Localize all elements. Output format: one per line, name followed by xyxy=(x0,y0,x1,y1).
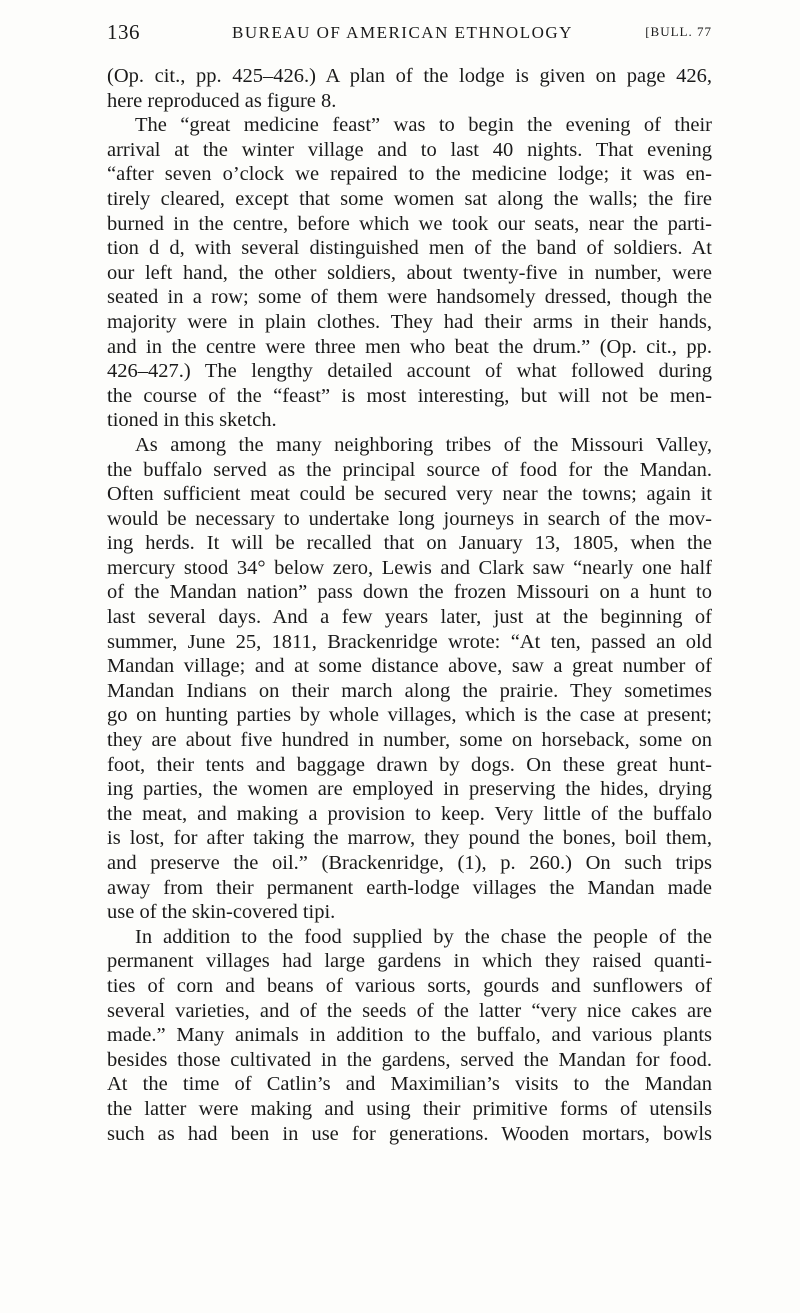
text-line: ing parties, the women are employed in preserving the hides, drying xyxy=(107,778,712,801)
text-line: and preserve the oil.” (Brackenridge, (1), p. 260.) On such trips xyxy=(107,852,712,874)
text-line: “after seven o’clock we repaired to the medicine lodge; it was en- xyxy=(107,163,712,186)
text-line: 426–427.) The lengthy detailed account of what followed during xyxy=(107,360,712,383)
text-line: the latter were making and using their primitive forms of utensils xyxy=(107,1097,712,1120)
text-line: (Op. cit., pp. 425–426.) A plan of the lodge is given on page 426, xyxy=(107,65,712,87)
text-line: they are about five hundred in number, some on horseback, some on xyxy=(107,729,712,752)
text-line: is lost, for after taking the marrow, they pound the bones, boil them, xyxy=(107,827,712,850)
text-line: The “great medicine feast” was to begin the evening of their xyxy=(135,114,712,137)
text-line: At the time of Catlin’s and Maximilian’s visits to the Mandan xyxy=(107,1073,712,1096)
text-line: of the Mandan nation” pass down the frozen Missouri on a hunt to xyxy=(107,581,712,604)
page-number: 136 xyxy=(107,20,140,44)
text-line: burned in the centre, before which we took our seats, near the parti- xyxy=(107,212,712,235)
text-line: go on hunting parties by whole villages, which is the case at present; xyxy=(107,704,712,727)
text-line: use of the skin-covered tipi. xyxy=(107,901,336,924)
text-line: In addition to the food supplied by the chase the people of the xyxy=(135,925,712,948)
text-line: mercury stood 34° below zero, Lewis and Clark saw “nearly one half xyxy=(107,556,712,579)
text-line: tion d d, with several distinguished men of the band of soldiers. At xyxy=(107,237,712,260)
bulletin-reference: [BULL. 77 xyxy=(645,24,712,39)
text-line: ties of corn and beans of various sorts, gourds and sunflowers of xyxy=(107,974,712,997)
running-head: BUREAU OF AMERICAN ETHNOLOGY xyxy=(232,23,573,42)
text-line: such as had been in use for generations. Wooden mortars, bowls xyxy=(107,1122,712,1145)
text-line: the course of the “feast” is most interesting, but will not be men- xyxy=(107,384,712,407)
text-line: As among the many neighboring tribes of the Missouri Valley, xyxy=(135,433,712,456)
text-line: our left hand, the other soldiers, about twenty-five in number, were xyxy=(107,261,712,284)
text-line: Mandan Indians on their march along the prairie. They sometimes xyxy=(107,679,712,702)
paragraph xyxy=(107,433,712,925)
text-line: would be necessary to undertake long journeys in search of the mov- xyxy=(107,507,712,530)
text-line: ing herds. It will be recalled that on January 13, 1805, when the xyxy=(107,532,712,555)
text-line: away from their permanent earth-lodge villages the Mandan made xyxy=(107,876,712,899)
text-line: seated in a row; some of them were handsomely dressed, though the xyxy=(107,286,712,309)
text-line: the meat, and making a provision to keep. Very little of the buffalo xyxy=(107,802,712,825)
page-header xyxy=(107,20,712,50)
text-line: made.” Many animals in addition to the buffalo, and various plants xyxy=(107,1024,712,1047)
text-line: tirely cleared, except that some women sat along the walls; the fire xyxy=(107,187,712,210)
body-text xyxy=(107,64,712,1146)
text-line: arrival at the winter village and to last 40 nights. That evening xyxy=(107,138,712,161)
text-line: tioned in this sketch. xyxy=(107,409,277,432)
text-line: several varieties, and of the seeds of the latter “very nice cakes are xyxy=(107,999,712,1022)
text-line: permanent villages had large gardens in which they raised quanti- xyxy=(107,950,712,973)
paragraph xyxy=(107,64,712,113)
text-line: besides those cultivated in the gardens, served the Mandan for food. xyxy=(107,1048,712,1071)
text-line: the buffalo served as the principal source of food for the Mandan. xyxy=(107,458,712,481)
text-line: foot, their tents and baggage drawn by dogs. On these great hunt- xyxy=(107,753,712,776)
paragraph xyxy=(107,113,712,433)
text-line: last several days. And a few years later, just at the beginning of xyxy=(107,606,712,629)
text-line: Mandan village; and at some distance above, saw a great number of xyxy=(107,655,712,678)
text-line: here reproduced as figure 8. xyxy=(107,89,337,112)
text-line: majority were in plain clothes. They had their arms in their hands, xyxy=(107,310,712,333)
text-line: and in the centre were three men who beat the drum.” (Op. cit., pp. xyxy=(107,335,712,358)
text-line: Often sufficient meat could be secured very near the towns; again it xyxy=(107,483,712,506)
paragraph xyxy=(107,925,712,1146)
text-line: summer, June 25, 1811, Brackenridge wrote: “At ten, passed an old xyxy=(107,630,712,653)
